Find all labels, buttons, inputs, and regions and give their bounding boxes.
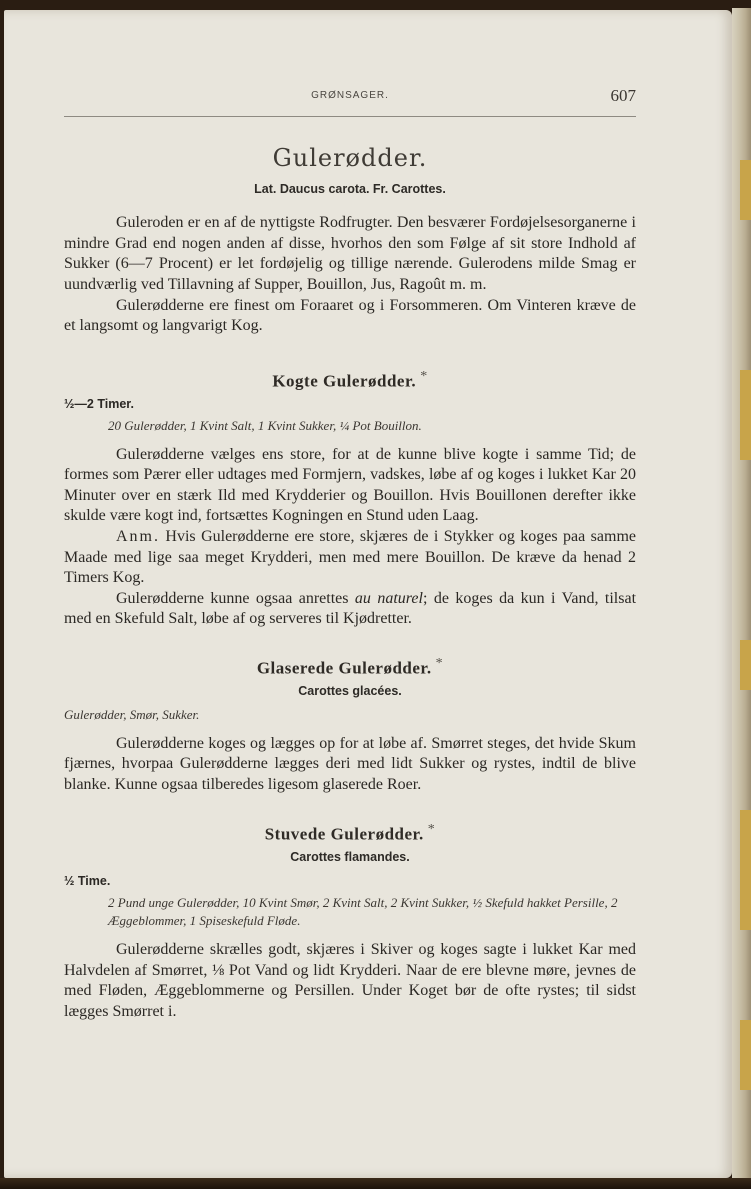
page-content [64, 144, 637, 1022]
recipe-time: ½ Time. [64, 874, 111, 889]
page-header [64, 86, 636, 108]
recipe-ingredients: Gulerødder, Smør, Sukker. [64, 706, 200, 722]
recipe-title-stuvede: Stuvede Gulerødder. * [264, 821, 436, 844]
star-mark: * [420, 368, 428, 384]
recipe-paragraph: Gulerødderne kunne ogsaa anrettes au naturel; de koges da kun i Vand, tilsat med en Skefuld Salt, løbe af og serveres til Kjødretter. [64, 589, 637, 628]
recipe-paragraph: Gulerødderne koges og lægges op for at løbe af. Smørret steges, det hvide Skum fjærnes, hvorpaa Gulerødderne lægges deri med lidt Sukker og rystes, indtil de blive blanke. Kunne ogsaa tilberedes ligesom glaserede Roer. [64, 734, 636, 793]
star-mark: * [427, 821, 436, 837]
article-title: Gulerødder. [272, 144, 428, 172]
page-number: 607 [610, 86, 636, 105]
recipe-time: ½—2 Timer. [64, 397, 134, 411]
recipe-ingredients: 20 Gulerødder, 1 Kvint Salt, 1 Kvint Sukker, ¼ Pot Bouillon. [108, 417, 422, 433]
recipe-subtitle: Carottes glacées. [298, 684, 402, 699]
recipe-paragraph: Gulerødderne vælges ens store, for at de kunne blive kogte i samme Tid; de formes som Pærer eller udtages med Formjern, vadskes, løbe af og koges i lukket Kar 20 Minuter over en stærk Ild med Krydderier og Bouillon. Hvis Bouillonen derefter ikke skulde være kogt ind, fortsættes Kogningen en Stund uden Laag. [64, 445, 636, 525]
recipe-title-kogte: Kogte Gulerødder. * [272, 368, 428, 391]
page-edge-markings [740, 120, 751, 1120]
recipe-paragraph: Gulerødderne skrælles godt, skjæres i Skiver og koges sagte i lukket Kar med Halvdelen af Smørret, ⅛ Pot Vand og lidt Krydderi. Naar de ere blevne møre, jevnes de med Fløden, Æggeblommerne og Persillen. Under Koget bør de ofte rystes; til sidst lægges Smørret i. [64, 941, 636, 1020]
recipe-title-glaserede: Glaserede Gulerødder. * [256, 655, 444, 678]
note-label: Anm. [116, 527, 160, 545]
recipe-note: Anm. Hvis Gulerødderne ere store, skjæres de i Stykker og koges paa samme Maade med lige saa meget Krydderi, men med mere Bouillon. De kræve da henad 2 Timers Kog. [64, 527, 636, 587]
header-rule [64, 116, 636, 117]
recipe-ingredients: 2 Pund unge Gulerødder, 10 Kvint Smør, 2 Kvint Salt, 2 Kvint Sukker, ½ Skefuld hakket Persille, 2 Æggeblommer, 1 Spiseskefuld Fløde. [108, 895, 618, 928]
running-head: GRØNSAGER. [311, 90, 389, 101]
bottom-shadow [0, 1178, 751, 1189]
latin-name: Lat. Daucus carota. Fr. Carottes. [254, 181, 446, 196]
star-mark: * [435, 655, 444, 671]
recipe-subtitle: Carottes flamandes. [290, 849, 410, 864]
intro-paragraph-1: Guleroden er en af de nyttigste Rodfrugter. Den besværer Fordøjelsesorganerne i mindre Grad end nogen anden af disse, hvorhos den som Følge af sit store Indhold af Sukker (6—7 Procent) er let fordøjelig og tillige nærende. Gulerodens milde Smag er uundværlig ved Tillavning af Supper, Bouillon, Jus, Ragoût m. m. [64, 214, 636, 293]
intro-paragraph-2: Gulerødderne ere finest om Foraaret og i Forsommeren. Om Vinteren kræve de et langsomt og langvarigt Kog. [64, 296, 636, 335]
